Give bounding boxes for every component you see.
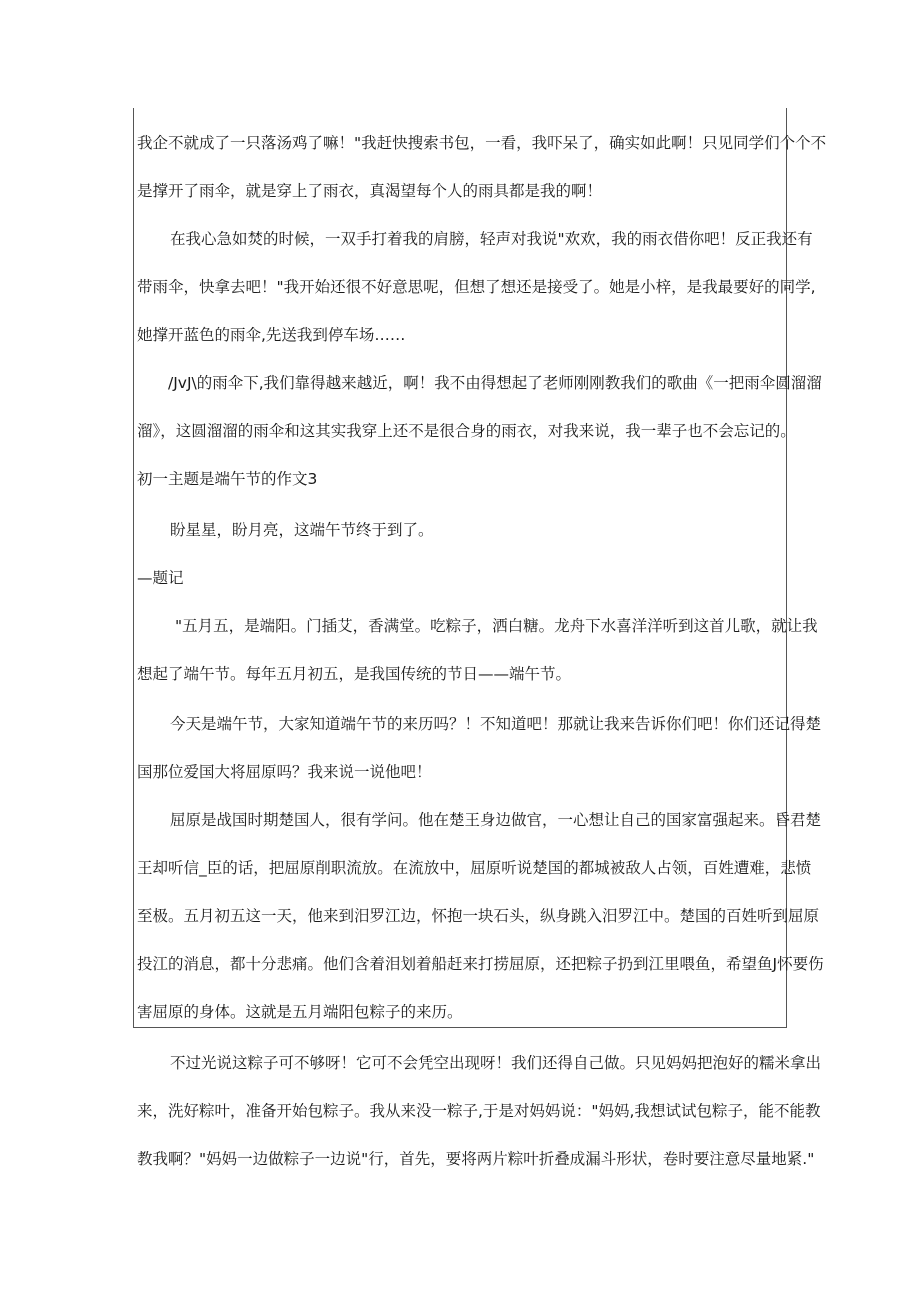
text-line: 我企不就成了一只落汤鸡了嘛！"我赶快搜索书包，一看，我吓呆了，确实如此啊！只见同学们个个不 — [137, 134, 827, 152]
text-line: 是撑开了雨伞，就是穿上了雨衣，真渴望每个人的雨具都是我的啊！ — [137, 182, 603, 200]
text-line: 不过光说这粽子可不够呀！它可不会凭空出现呀！我们还得自己做。只见妈妈把泡好的糯米拿出 — [170, 1054, 822, 1072]
text-line: 来，洗好粽叶，准备开始包粽子。我从来没一粽子,于是对妈妈说："妈妈,我想试试包粽子，能不能教 — [137, 1102, 821, 1120]
text-line: 她撑开蓝色的雨伞,先送我到停车场…… — [137, 326, 406, 344]
text-line: 国那位爱国大将屈原吗？我来说一说他吧！ — [137, 763, 432, 781]
text-line: 害屈原的身体。这就是五月端阳包粽子的来历。 — [137, 1003, 463, 1021]
text-line: 教我啊？"妈妈一边做粽子一边说"行，首先，要将两片粽叶折叠成漏斗形状，卷时要注意尽量地紧." — [137, 1150, 815, 1168]
text-line: /JvJ\的雨伞下,我们靠得越来越近，啊！我不由得想起了老师刚刚教我们的歌曲《一把雨伞圆溜溜 — [168, 374, 822, 392]
text-line: "五月五，是端阳。门插艾，香满堂。吃粽子，洒白糖。龙舟下水喜洋洋听到这首儿歌，就让我 — [175, 617, 818, 635]
text-line: 带雨伞，快拿去吧！"我开始还很不好意思呢，但想了想还是接受了。她是小梓，是我最要好的同学, — [137, 278, 816, 296]
section-heading: 初一主题是端午节的作文3 — [137, 470, 318, 488]
text-line: 今天是端午节，大家知道端午节的来历吗？！不知道吧！那就让我来告诉你们吧！你们还记得楚 — [170, 715, 822, 733]
epigraph-label: —题记 — [137, 569, 184, 587]
text-line: 溜》，这圆溜溜的雨伞和这其实我穿上还不是很合身的雨衣，对我来说，我一辈子也不会忘记的。 — [137, 422, 796, 440]
text-line: 王却听信_臣的话，把屈原削职流放。在流放中，屈原听说楚国的都城被敌人占领，百姓遭难，悲愤 — [137, 859, 812, 877]
text-line: 想起了端午节。每年五月初五，是我国传统的节日——端午节。 — [137, 665, 572, 683]
text-line: 盼星星，盼月亮，这端午节终于到了。 — [170, 521, 434, 539]
text-line: 在我心急如焚的时候，一双手打着我的肩膀，轻声对我说"欢欢，我的雨衣借你吧！反正我还有 — [170, 230, 813, 248]
text-line: 屈原是战国时期楚国人，很有学问。他在楚王身边做官，一心想让自己的国家富强起来。昏君楚 — [170, 811, 822, 829]
text-line: 至极。五月初五这一天，他来到汨罗江边，怀抱一块石头，纵身跳入汨罗江中。楚国的百姓听到屈原 — [137, 907, 820, 925]
text-line: 投江的消息，都十分悲痛。他们含着泪划着船赶来打捞屈原，还把粽子扔到江里喂鱼，希望鱼J怀要伤 — [137, 955, 824, 973]
